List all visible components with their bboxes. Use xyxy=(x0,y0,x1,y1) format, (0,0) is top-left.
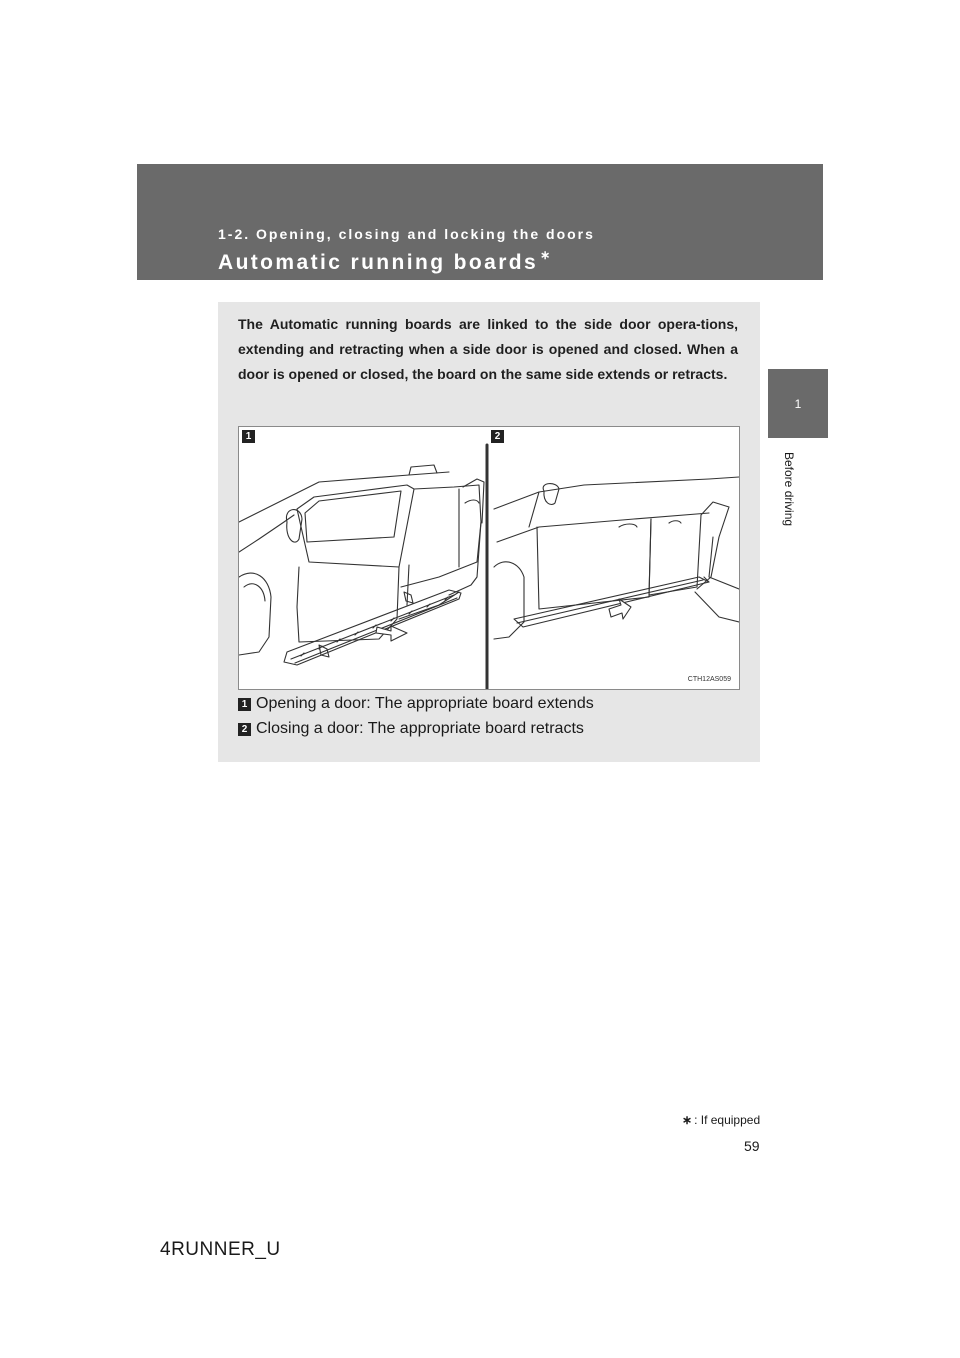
intro-text: The Automatic running boards are linked to the side door opera-tions, extending and retracting when a side door is opened and closed. When a door is opened or closed, the board on the same side extends or retracts. xyxy=(238,316,738,382)
page-title xyxy=(218,250,553,275)
figure-panel-badge-2: 2 xyxy=(491,430,504,443)
footnote xyxy=(682,1113,760,1127)
front-wheel-arch-2 xyxy=(494,562,524,639)
extend-arrow xyxy=(376,626,407,641)
title-footnote-mark: ∗ xyxy=(540,248,553,262)
left-roofline xyxy=(239,472,449,522)
caption-badge-1: 1 xyxy=(238,698,251,711)
figure-code: CTH12AS059 xyxy=(687,676,731,683)
section-label: 1-2. Opening, closing and locking the doors xyxy=(218,226,595,242)
vehicle-door-drawings xyxy=(239,427,739,689)
chapter-label: Before driving xyxy=(782,452,796,527)
caption-text-2: Closing a door: The appropriate board retracts xyxy=(256,720,584,737)
document-id: 4RUNNER_U xyxy=(160,1239,281,1260)
caption-badge-2: 2 xyxy=(238,723,251,736)
open-front-door xyxy=(297,485,414,567)
chapter-tab xyxy=(768,369,828,438)
figure-panel-badge-1: 1 xyxy=(242,430,255,443)
chapter-number: 1 xyxy=(794,396,802,411)
footnote-text: : If equipped xyxy=(694,1113,761,1127)
caption-text-1: Opening a door: The appropriate board extends xyxy=(256,695,594,712)
info-box xyxy=(218,302,760,762)
footnote-mark: ∗ xyxy=(682,1113,693,1127)
page-title-text: Automatic running boards xyxy=(218,251,539,274)
side-mirror-2 xyxy=(543,484,559,505)
page-number: 59 xyxy=(744,1138,760,1154)
retracted-running-board xyxy=(514,577,709,627)
figure-caption-2 xyxy=(238,720,584,738)
front-wheel-arch xyxy=(239,573,271,655)
figure-caption-1 xyxy=(238,695,594,713)
side-mirror xyxy=(286,510,302,543)
running-board-illustration xyxy=(238,426,740,690)
